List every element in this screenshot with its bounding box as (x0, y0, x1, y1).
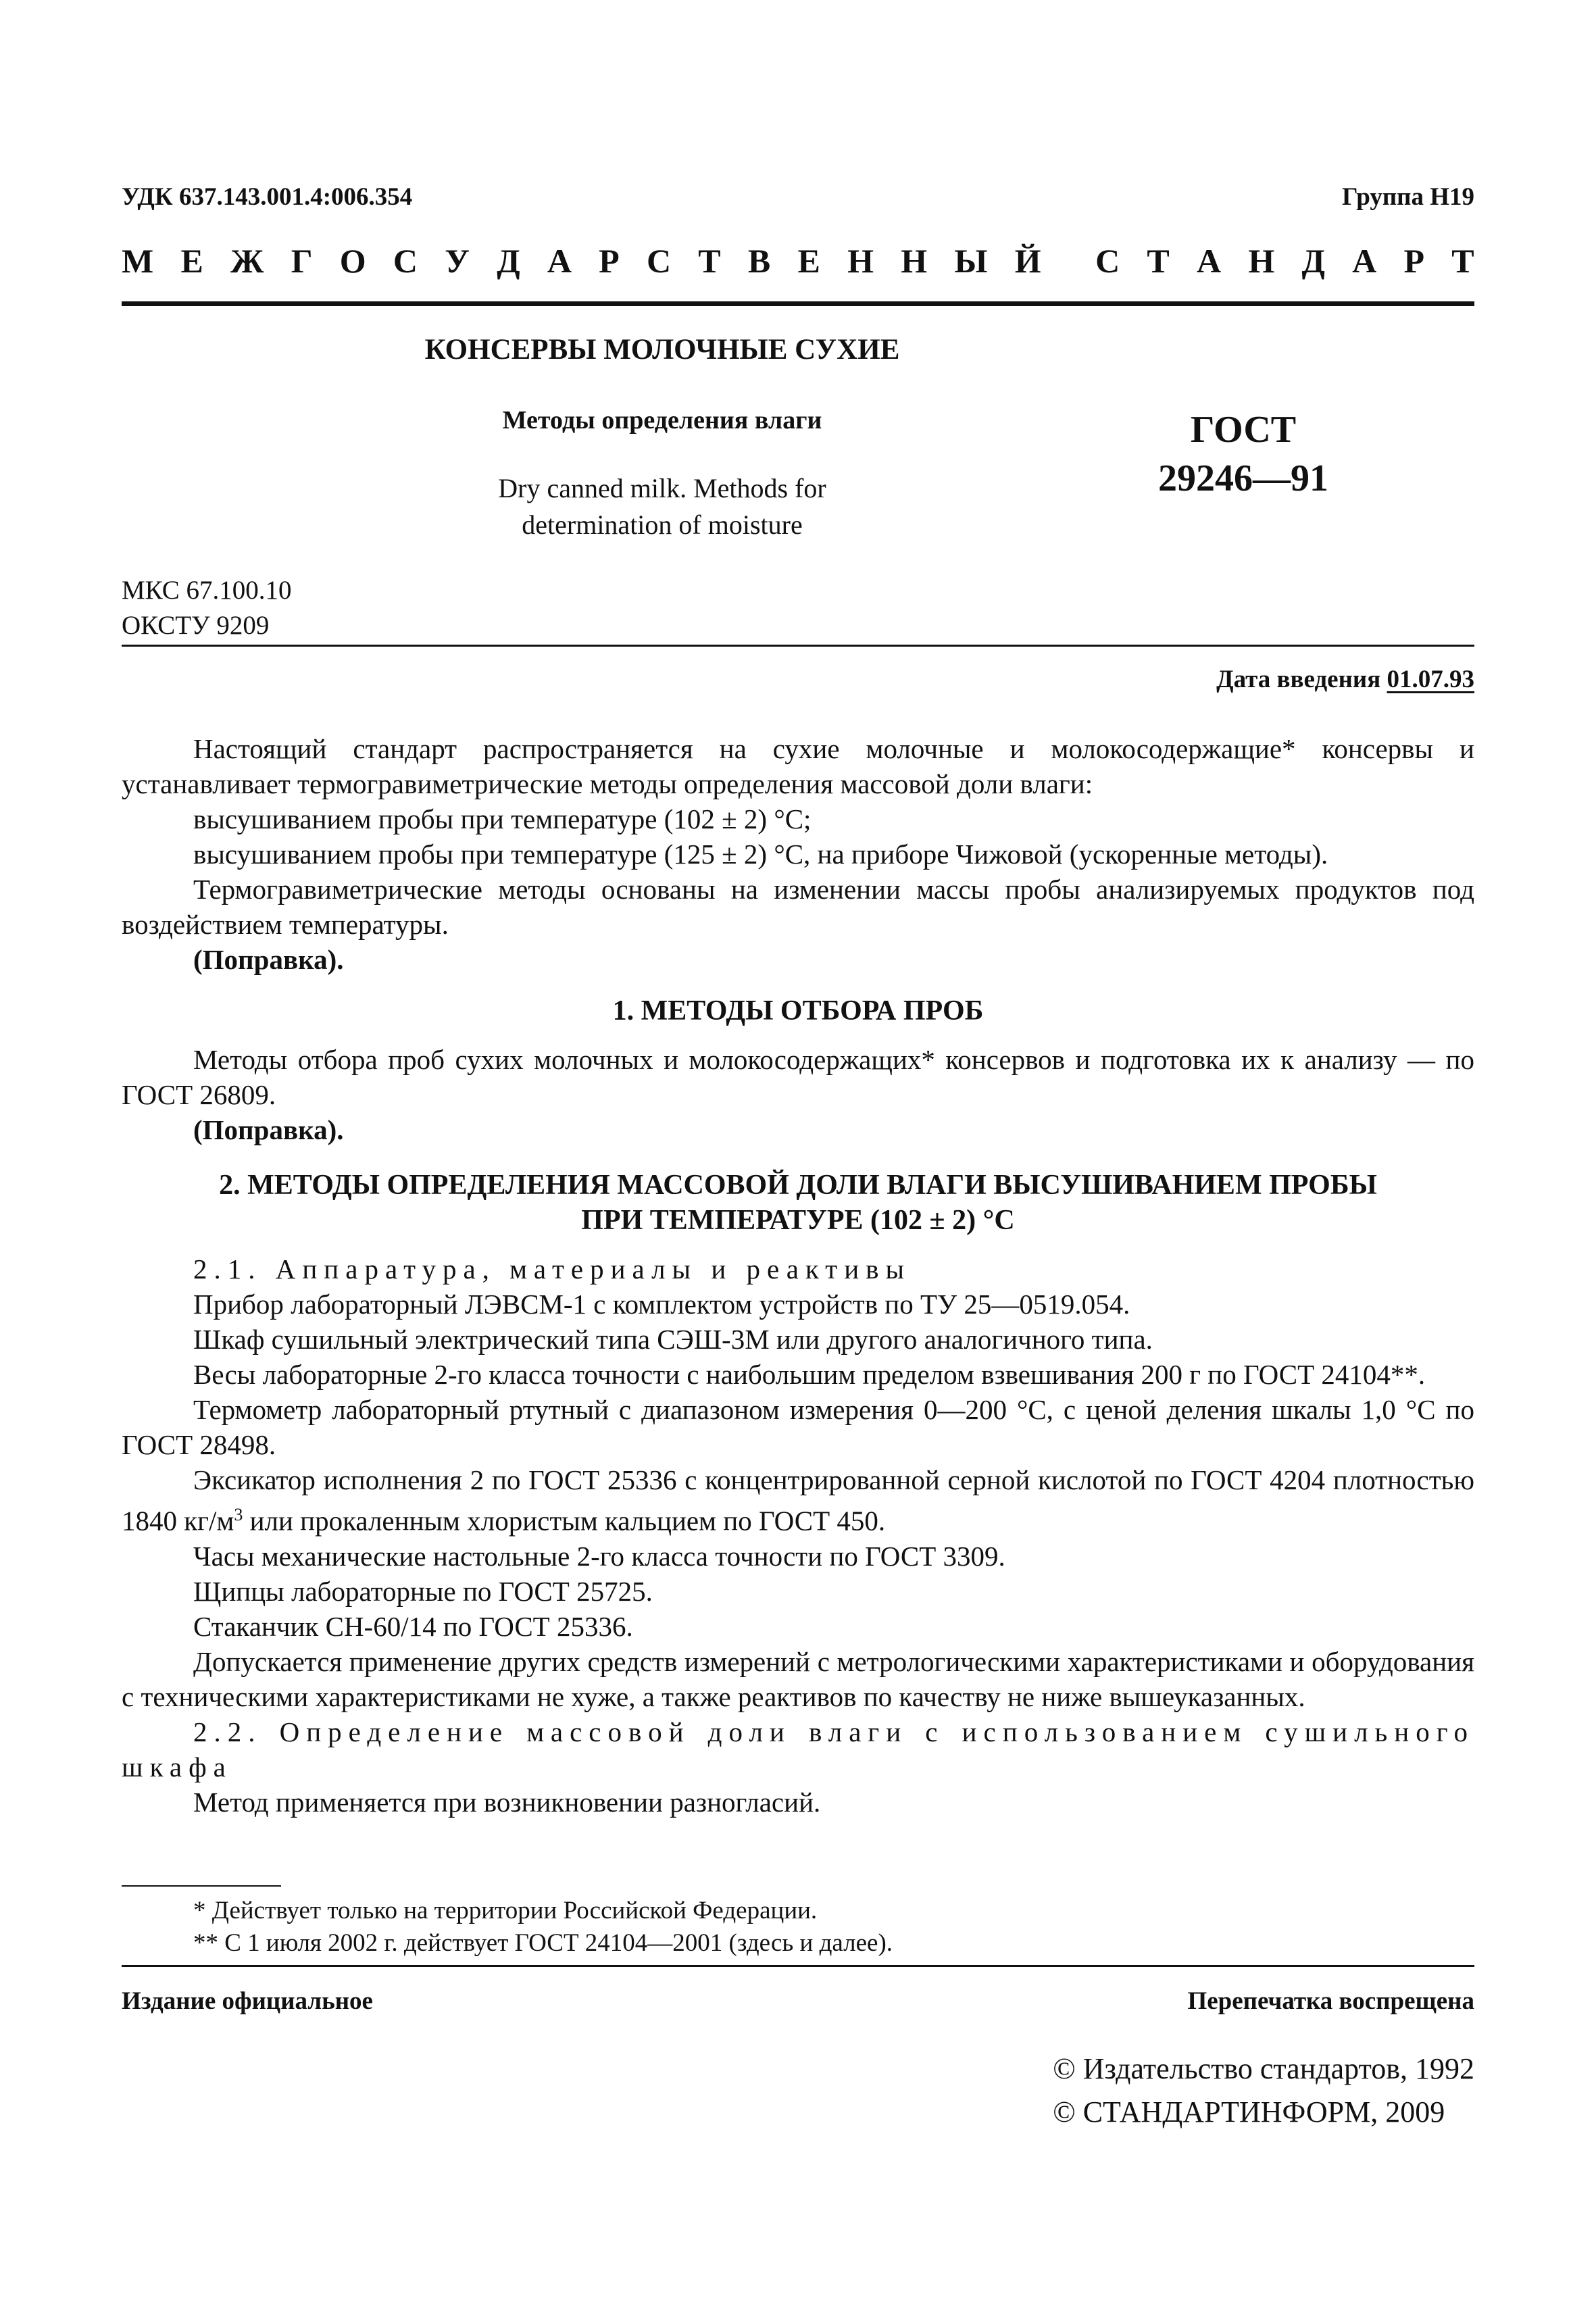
heading-letter: М (122, 242, 154, 280)
udk-code: УДК 637.143.001.4:006.354 (122, 183, 413, 211)
heading-letter: Ж (230, 242, 264, 280)
heading-letter: Е (180, 242, 203, 280)
document-title: КОНСЕРВЫ МОЛОЧНЫЕ СУХИЕ (424, 334, 900, 366)
section-1-heading: 1. МЕТОДЫ ОТБОРА ПРОБ (612, 995, 984, 1026)
intro-method-item: высушиванием пробы при температуре (125 ± 2) °С, на приборе Чижовой (ускоренные методы). (193, 839, 1328, 870)
section-2-heading (122, 1168, 1474, 1238)
header-row (122, 180, 1474, 215)
footer-rule (122, 1965, 1474, 1967)
heading-letter: Д (497, 242, 520, 280)
heading-letter: Н (847, 242, 874, 280)
amendment-note: (Поправка). (193, 944, 344, 975)
intro-paragraph: Термогравиметрические методы основаны на изменении массы пробы анализируемых продуктов под воздействием температуры. (122, 874, 1474, 940)
heading-letter: О (339, 242, 366, 280)
footnote-rule (122, 1885, 281, 1887)
superscript: 3 (234, 1505, 243, 1524)
heading-letter: Н (901, 242, 928, 280)
english-title-line: determination of moisture (522, 509, 803, 540)
introduction-date (1216, 662, 1474, 697)
gost-code: 29246—91 (1158, 457, 1328, 499)
subsection-2-1-title: 2.1. Аппаратура, материалы и реактивы (193, 1253, 912, 1285)
equipment-item (122, 1462, 1474, 1539)
method-note: Метод применяется при возникновении разногласий. (193, 1786, 821, 1818)
reprint-prohibited-label: Перепечатка воспрещена (1187, 1987, 1474, 2015)
gost-number (1108, 405, 1378, 503)
heading-letter: Т (1451, 242, 1474, 280)
mks-code: МКС 67.100.10 (122, 576, 292, 605)
english-title (351, 470, 973, 543)
heading-letter: С (646, 242, 672, 280)
footnote: * Действует только на территории Российской Федерации. (193, 1897, 818, 1924)
document-body (122, 731, 1474, 1820)
footer-row (122, 1984, 1474, 2019)
copyright-block (1053, 2047, 1474, 2134)
equipment-item: Допускается применение других средств измерений с метрологическими характеристиками и оборудования с техническими характеристиками не хуже, а также реактивов по качеству не ниже вышеуказанных. (122, 1645, 1474, 1712)
heading-letter: Д (1301, 242, 1325, 280)
heading-letter: Н (1248, 242, 1275, 280)
heading-letter: А (1197, 242, 1222, 280)
english-title-line: Dry canned milk. Methods for (498, 473, 826, 503)
heading-letter: Ы (954, 242, 988, 280)
heading-letter: А (547, 242, 572, 280)
intro-paragraph: Настоящий стандарт распространяется на сухие молочные и молокосодержащие* консервы и устанавливает термогравиметрические методы определения массовой доли влаги: (122, 733, 1474, 799)
amendment-note: (Поправка). (193, 1114, 344, 1145)
copyright-line: © СТАНДАРТИНФОРМ, 2009 (1053, 2095, 1445, 2129)
subsection-2-2-title: 2.2. Определение массовой доли влаги с использованием сушильного шкафа (122, 1716, 1474, 1783)
footnotes (122, 1895, 1474, 1960)
okstu-code: ОКСТУ 9209 (122, 611, 270, 640)
document-subtitle: Методы определения влаги (502, 406, 822, 434)
gost-label: ГОСТ (1190, 409, 1297, 451)
section-2-heading-line: ПРИ ТЕМПЕРАТУРЕ (102 ± 2) °С (581, 1205, 1015, 1236)
heading-letter: У (445, 242, 470, 280)
heading-letter: Т (698, 242, 721, 280)
heading-letter: Й (1014, 242, 1041, 280)
interstate-standard-heading (122, 243, 1474, 278)
section-2-heading-line: 2. МЕТОДЫ ОПРЕДЕЛЕНИЯ МАССОВОЙ ДОЛИ ВЛАГИ ВЫСУШИВАНИЕМ ПРОБЫ (219, 1170, 1377, 1201)
date-value: 01.07.93 (1387, 666, 1474, 693)
equipment-item: Термометр лабораторный ртутный с диапазоном измерения 0—200 °С, с ценой деления шкалы 1,0 °С по ГОСТ 28498. (122, 1394, 1474, 1460)
official-edition-label: Издание официальное (122, 1987, 373, 2015)
equipment-item: Стаканчик СН-60/14 по ГОСТ 25336. (193, 1610, 633, 1642)
copyright-line: © Издательство стандартов, 1992 (1053, 2052, 1474, 2085)
equipment-item: Прибор лабораторный ЛЭВСМ-1 с комплектом устройств по ТУ 25—0519.054. (193, 1289, 1130, 1320)
heading-letter: Т (1147, 242, 1170, 280)
equipment-item: Часы механические настольные 2-го класса точности по ГОСТ 3309. (193, 1540, 1005, 1572)
header-rule (122, 301, 1474, 306)
footnote: ** С 1 июля 2002 г. действует ГОСТ 24104—2001 (здесь и далее). (193, 1929, 893, 1957)
group-code: Группа Н19 (1342, 183, 1474, 211)
codes-rule (122, 645, 1474, 647)
equipment-item: Весы лабораторные 2-го класса точности с наибольшим пределом взвешивания 200 г по ГОСТ 24104**. (193, 1359, 1426, 1390)
intro-method-item: высушиванием пробы при температуре (102 ± 2) °С; (193, 803, 812, 835)
equipment-item: Щипцы лабораторные по ГОСТ 25725. (193, 1575, 653, 1607)
desiccator-text: или прокаленным хлористым кальцием по ГОСТ 450. (243, 1505, 886, 1537)
desiccator-text: Эксикатор исполнения 2 по ГОСТ 25336 с концентрированной серной кислотой по ГОСТ 4204 плотностью 1840 кг/м (122, 1464, 1474, 1537)
equipment-item: Шкаф сушильный электрический типа СЭШ-3М или другого аналогичного типа. (193, 1324, 1153, 1355)
date-label: Дата введения (1216, 666, 1387, 693)
heading-letter: А (1352, 242, 1377, 280)
heading-letter: С (393, 242, 418, 280)
heading-letter: Р (1403, 242, 1425, 280)
section-1-paragraph: Методы отбора проб сухих молочных и молокосодержащих* консервов и подготовка их к анализу — по ГОСТ 26809. (122, 1044, 1474, 1110)
heading-letter: Г (291, 242, 313, 280)
heading-letter: С (1095, 242, 1120, 280)
classification-codes (122, 573, 291, 643)
heading-letter: Р (599, 242, 620, 280)
heading-letter: Е (797, 242, 820, 280)
heading-letter: В (747, 242, 771, 280)
